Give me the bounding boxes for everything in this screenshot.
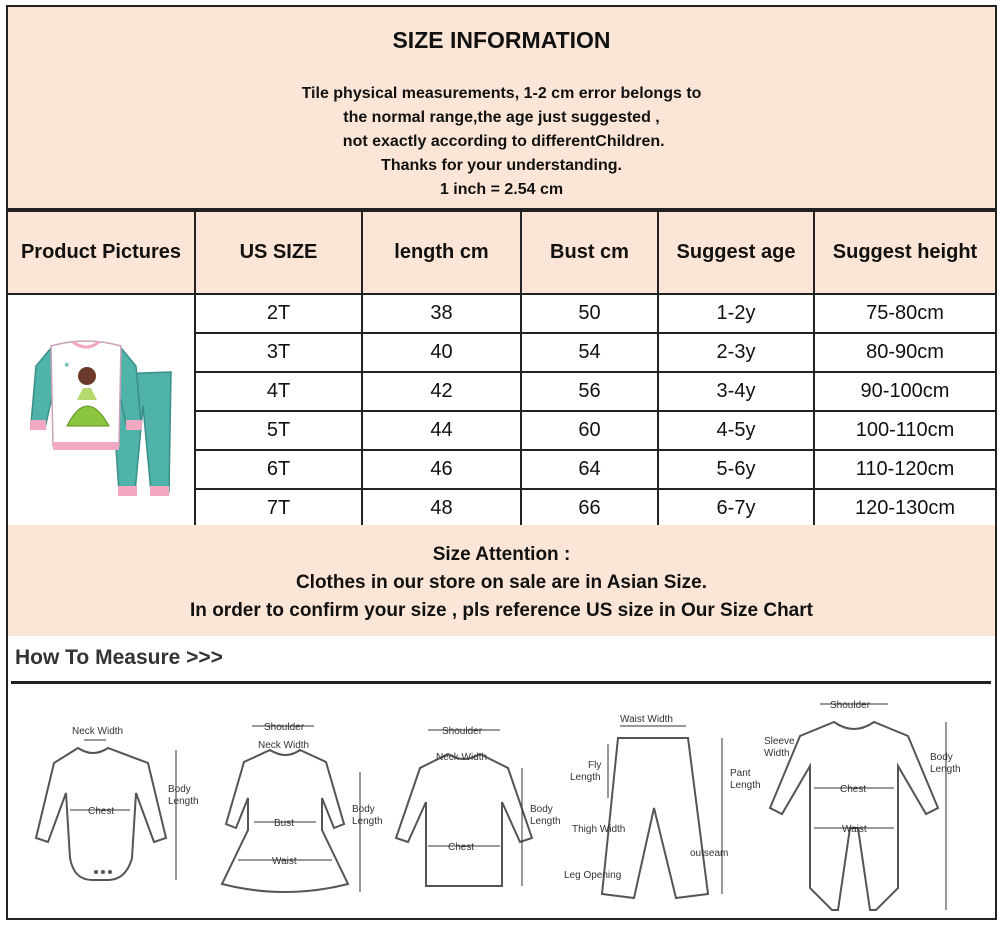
bodysuit-diagram	[36, 726, 199, 880]
table-row	[8, 294, 995, 333]
label-chest: Chest	[840, 784, 867, 795]
romper-diagram	[764, 700, 961, 910]
bust-cell: 56	[521, 372, 658, 411]
notice-line: 1 inch = 2.54 cm	[439, 181, 564, 198]
label-bust: Bust	[274, 818, 295, 829]
label-length: Length	[930, 764, 961, 775]
label-fly: Fly	[588, 760, 602, 771]
label-shoulder: Shoulder	[442, 726, 483, 737]
label-width: Width	[764, 748, 790, 759]
length-cell: 38	[362, 294, 521, 333]
col-header-us-size: US SIZE	[195, 211, 362, 294]
pants-diagram	[564, 714, 761, 898]
height-cell: 90-100cm	[814, 372, 995, 411]
label-length: Length	[730, 780, 761, 791]
page-title: SIZE INFORMATION	[392, 27, 611, 53]
label-leg-opening: Leg Opening	[564, 870, 622, 881]
table-header-row	[8, 211, 995, 294]
label-body: Body	[352, 804, 375, 815]
attention-title: Size Attention :	[432, 544, 571, 565]
age-cell: 2-3y	[658, 333, 814, 372]
height-cell: 75-80cm	[814, 294, 995, 333]
product-picture-cell	[8, 294, 195, 528]
bust-cell: 64	[521, 450, 658, 489]
attention-line: Clothes in our store on sale are in Asian Size.	[295, 572, 708, 593]
height-cell: 120-130cm	[814, 489, 995, 528]
pajama-product-image	[11, 296, 191, 521]
label-neck-width: Neck Width	[258, 740, 310, 751]
label-sleeve: Sleeve	[764, 736, 795, 747]
label-chest: Chest	[448, 842, 475, 853]
label-body: Body	[530, 804, 553, 815]
age-cell: 4-5y	[658, 411, 814, 450]
measurement-diagrams	[8, 688, 995, 916]
label-waist-width: Waist Width	[620, 714, 673, 725]
us-size-cell: 7T	[195, 489, 362, 528]
us-size-cell: 3T	[195, 333, 362, 372]
measurement-notice	[8, 74, 995, 210]
label-outseam: outseam	[690, 848, 729, 859]
col-header-length: length cm	[362, 211, 521, 294]
label-length: Length	[168, 796, 199, 807]
age-cell: 1-2y	[658, 294, 814, 333]
length-cell: 42	[362, 372, 521, 411]
length-cell: 44	[362, 411, 521, 450]
label-neck-width: Neck Width	[436, 752, 488, 763]
notice-line: Tile physical measurements, 1-2 cm error belongs to	[301, 85, 702, 102]
tshirt-diagram	[396, 726, 561, 886]
label-body: Body	[168, 784, 191, 795]
age-cell: 3-4y	[658, 372, 814, 411]
label-neck-width: Neck Width	[72, 726, 124, 737]
svg-text:✶: ✶	[63, 359, 71, 370]
col-header-bust: Bust cm	[521, 211, 658, 294]
us-size-cell: 2T	[195, 294, 362, 333]
us-size-cell: 6T	[195, 450, 362, 489]
label-chest: Chest	[88, 806, 115, 817]
bust-cell: 60	[521, 411, 658, 450]
divider	[11, 681, 991, 684]
label-shoulder: Shoulder	[830, 700, 871, 711]
length-cell: 40	[362, 333, 521, 372]
bust-cell: 54	[521, 333, 658, 372]
label-pant: Pant	[730, 768, 751, 779]
label-thigh-width: Thigh Width	[572, 824, 626, 835]
age-cell: 6-7y	[658, 489, 814, 528]
us-size-cell: 5T	[195, 411, 362, 450]
col-header-suggest-height: Suggest height	[814, 211, 995, 294]
height-cell: 110-120cm	[814, 450, 995, 489]
how-to-measure-title: How To Measure >>>	[15, 646, 223, 669]
size-chart-frame	[6, 5, 997, 920]
dress-diagram	[222, 722, 383, 892]
notice-line: Thanks for your understanding.	[381, 157, 622, 174]
label-shoulder: Shoulder	[264, 722, 305, 733]
size-attention	[8, 525, 995, 636]
notice-line: not exactly according to differentChildren.	[338, 133, 665, 150]
col-header-suggest-age: Suggest age	[658, 211, 814, 294]
bust-cell: 66	[521, 489, 658, 528]
size-table	[8, 210, 995, 529]
height-cell: 80-90cm	[814, 333, 995, 372]
how-to-measure-section	[8, 636, 995, 918]
label-length: Length	[570, 772, 601, 783]
notice-line: the normal range,the age just suggested ,	[343, 109, 660, 126]
length-cell: 48	[362, 489, 521, 528]
col-header-product-pictures: Product Pictures	[8, 211, 195, 294]
age-cell: 5-6y	[658, 450, 814, 489]
attention-line: In order to confirm your size , pls reference US size in Our Size Chart	[190, 600, 813, 621]
label-length: Length	[530, 816, 561, 827]
label-waist: Waist	[272, 856, 297, 867]
label-waist: Waist	[842, 824, 867, 835]
height-cell: 100-110cm	[814, 411, 995, 450]
label-body: Body	[930, 752, 953, 763]
size-info-header	[8, 7, 995, 76]
us-size-cell: 4T	[195, 372, 362, 411]
bust-cell: 50	[521, 294, 658, 333]
length-cell: 46	[362, 450, 521, 489]
label-length: Length	[352, 816, 383, 827]
